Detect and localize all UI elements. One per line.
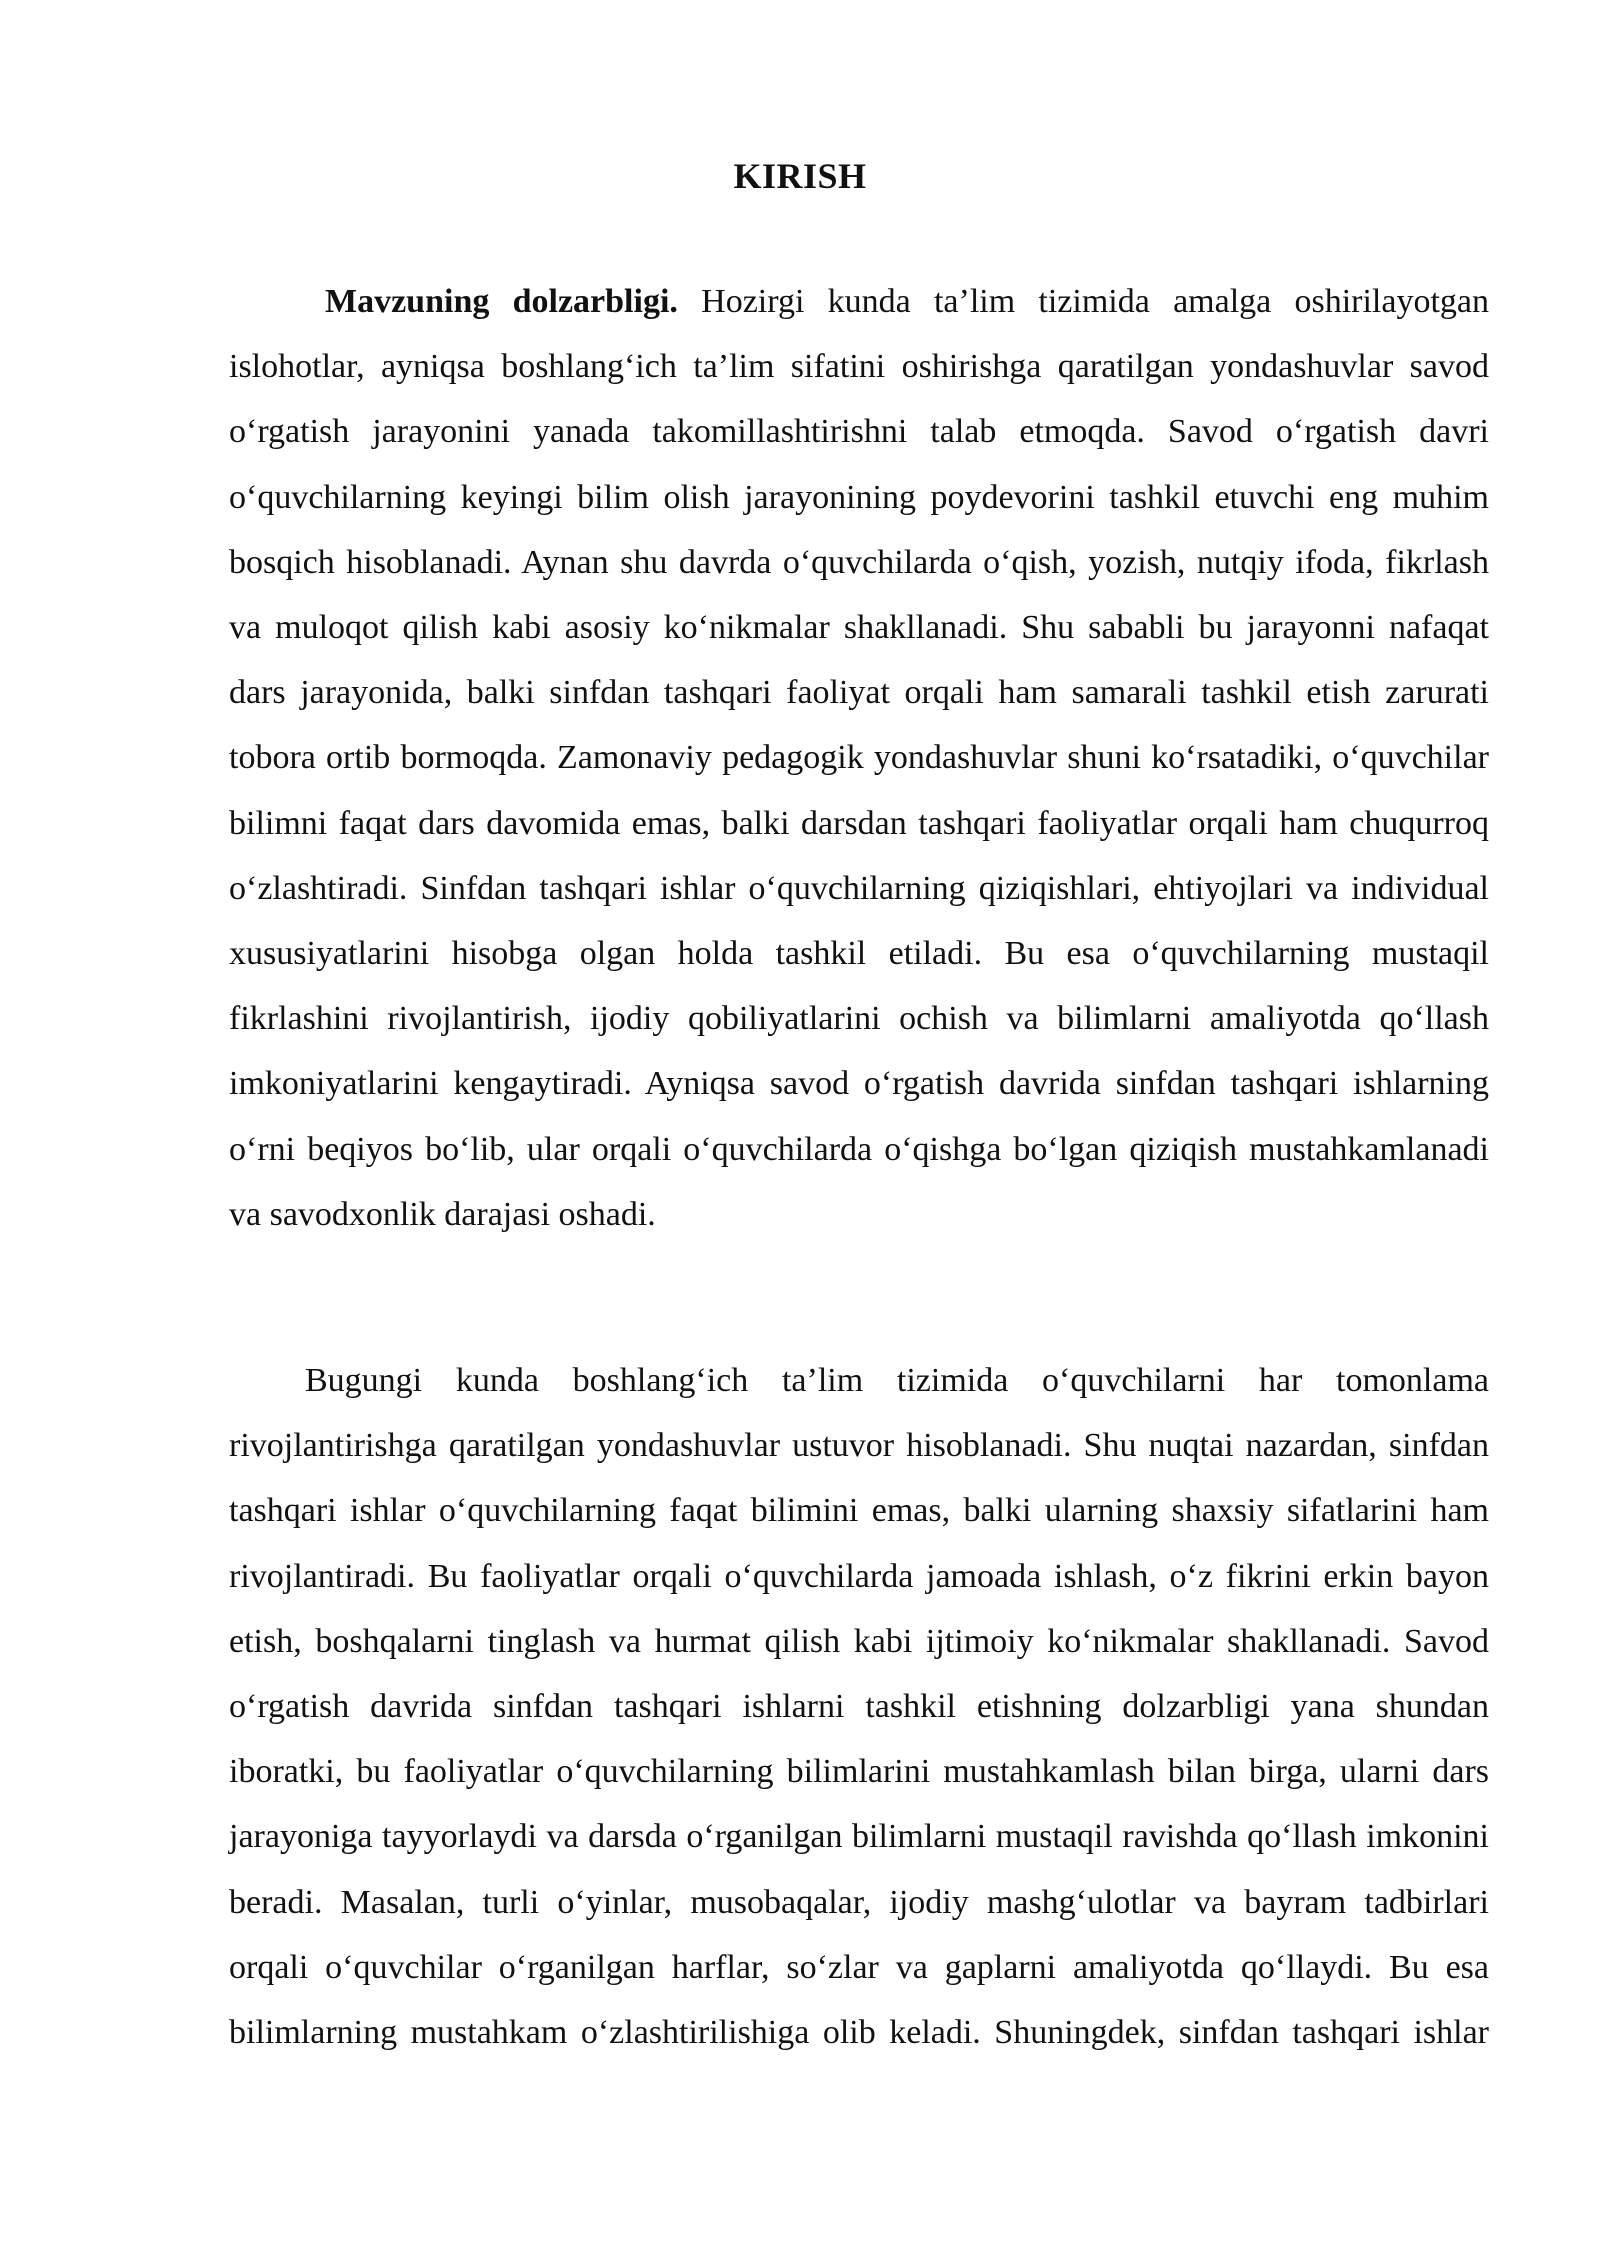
- paragraph-body-text: Bugungi kunda boshlang‘ich ta’lim tizimida o‘quvchilarni har tomonlama rivojlantirishga qaratilgan yondashuvlar ustuvor hisoblanadi. Shu nuqtai nazardan, sinfdan tashqari ishlar o‘quvchilarning faqat bilimini emas, balki ularning shaxsiy sifatlarini ham rivojlantiradi. Bu faoliyatlar orqali o‘quvchilarda jamoada ishlash, o‘z fikrini erkin bayon etish, boshqalarni tinglash va hurmat qilish kabi ijtimoiy ko‘nikmalar shakllanadi. Savod o‘rgatish davrida sinfdan tashqari ishlarni tashkil etishning dolzarbligi yana shundan iboratki, bu faoliyatlar o‘quvchilarning bilimlarini mustahkamlash bilan birga, ularni dars jarayoniga tayyorlaydi va darsda o‘rganilgan bilimlarni mustaqil ravishda qo‘llash imkonini beradi. Masalan, turli o‘yinlar, musobaqalar, ijodiy mashg‘ulotlar va bayram tadbirlari orqali o‘quvchilar o‘rganilgan harflar, so‘zlar va gaplarni amaliyotda qo‘llaydi. Bu esa bilimlarning mustahkam o‘zlashtirilishiga olib keladi. Shuningdek, sinfdan tashqari ishlar: [229, 1362, 1489, 2052]
- paragraph-relevance: [229, 269, 1489, 1247]
- page-title: KIRISH: [733, 156, 867, 196]
- paragraph-lead-heading: Mavzuning dolzarbligi.: [325, 283, 678, 320]
- paragraph-continuation: [229, 1348, 1489, 2065]
- paragraph-body-text: Hozirgi kunda ta’lim tizimida amalga oshirilayotgan islohotlar, ayniqsa boshlang‘ich ta’lim sifatini oshirishga qaratilgan yondashuvlar savod o‘rgatish jarayonini yanada takomillashtirishni talab etmoqda. Savod o‘rgatish davri o‘quvchilarning keyingi bilim olish jarayonining poydevorini tashkil etuvchi eng muhim bosqich hisoblanadi. Aynan shu davrda o‘quvchilarda o‘qish, yozish, nutqiy ifoda, fikrlash va muloqot qilish kabi asosiy ko‘nikmalar shakllanadi. Shu sababli bu jarayonni nafaqat dars jarayonida, balki sinfdan tashqari faoliyat orqali ham samarali tashkil etish zarurati tobora ortib bormoqda. Zamonaviy pedagogik yondashuvlar shuni ko‘rsatadiki, o‘quvchilar bilimni faqat dars davomida emas, balki darsdan tashqari faoliyatlar orqali ham chuqurroq o‘zlashtiradi. Sinfdan tashqari ishlar o‘quvchilarning qiziqishlari, ehtiyojlari va individual xususiyatlarini hisobga olgan holda tashkil etiladi. Bu esa o‘quvchilarning mustaqil fikrlashini rivojlantirish, ijodiy qobiliyatlarini ochish va bilimlarni amaliyotda qo‘llash imkoniyatlarini kengaytiradi. Ayniqsa savod o‘rgatish davrida sinfdan tashqari ishlarning o‘rni beqiyos bo‘lib, ular orqali o‘quvchilarda o‘qishga bo‘lgan qiziqish mustahkamlanadi va savodxonlik darajasi oshadi.: [229, 283, 1490, 1233]
